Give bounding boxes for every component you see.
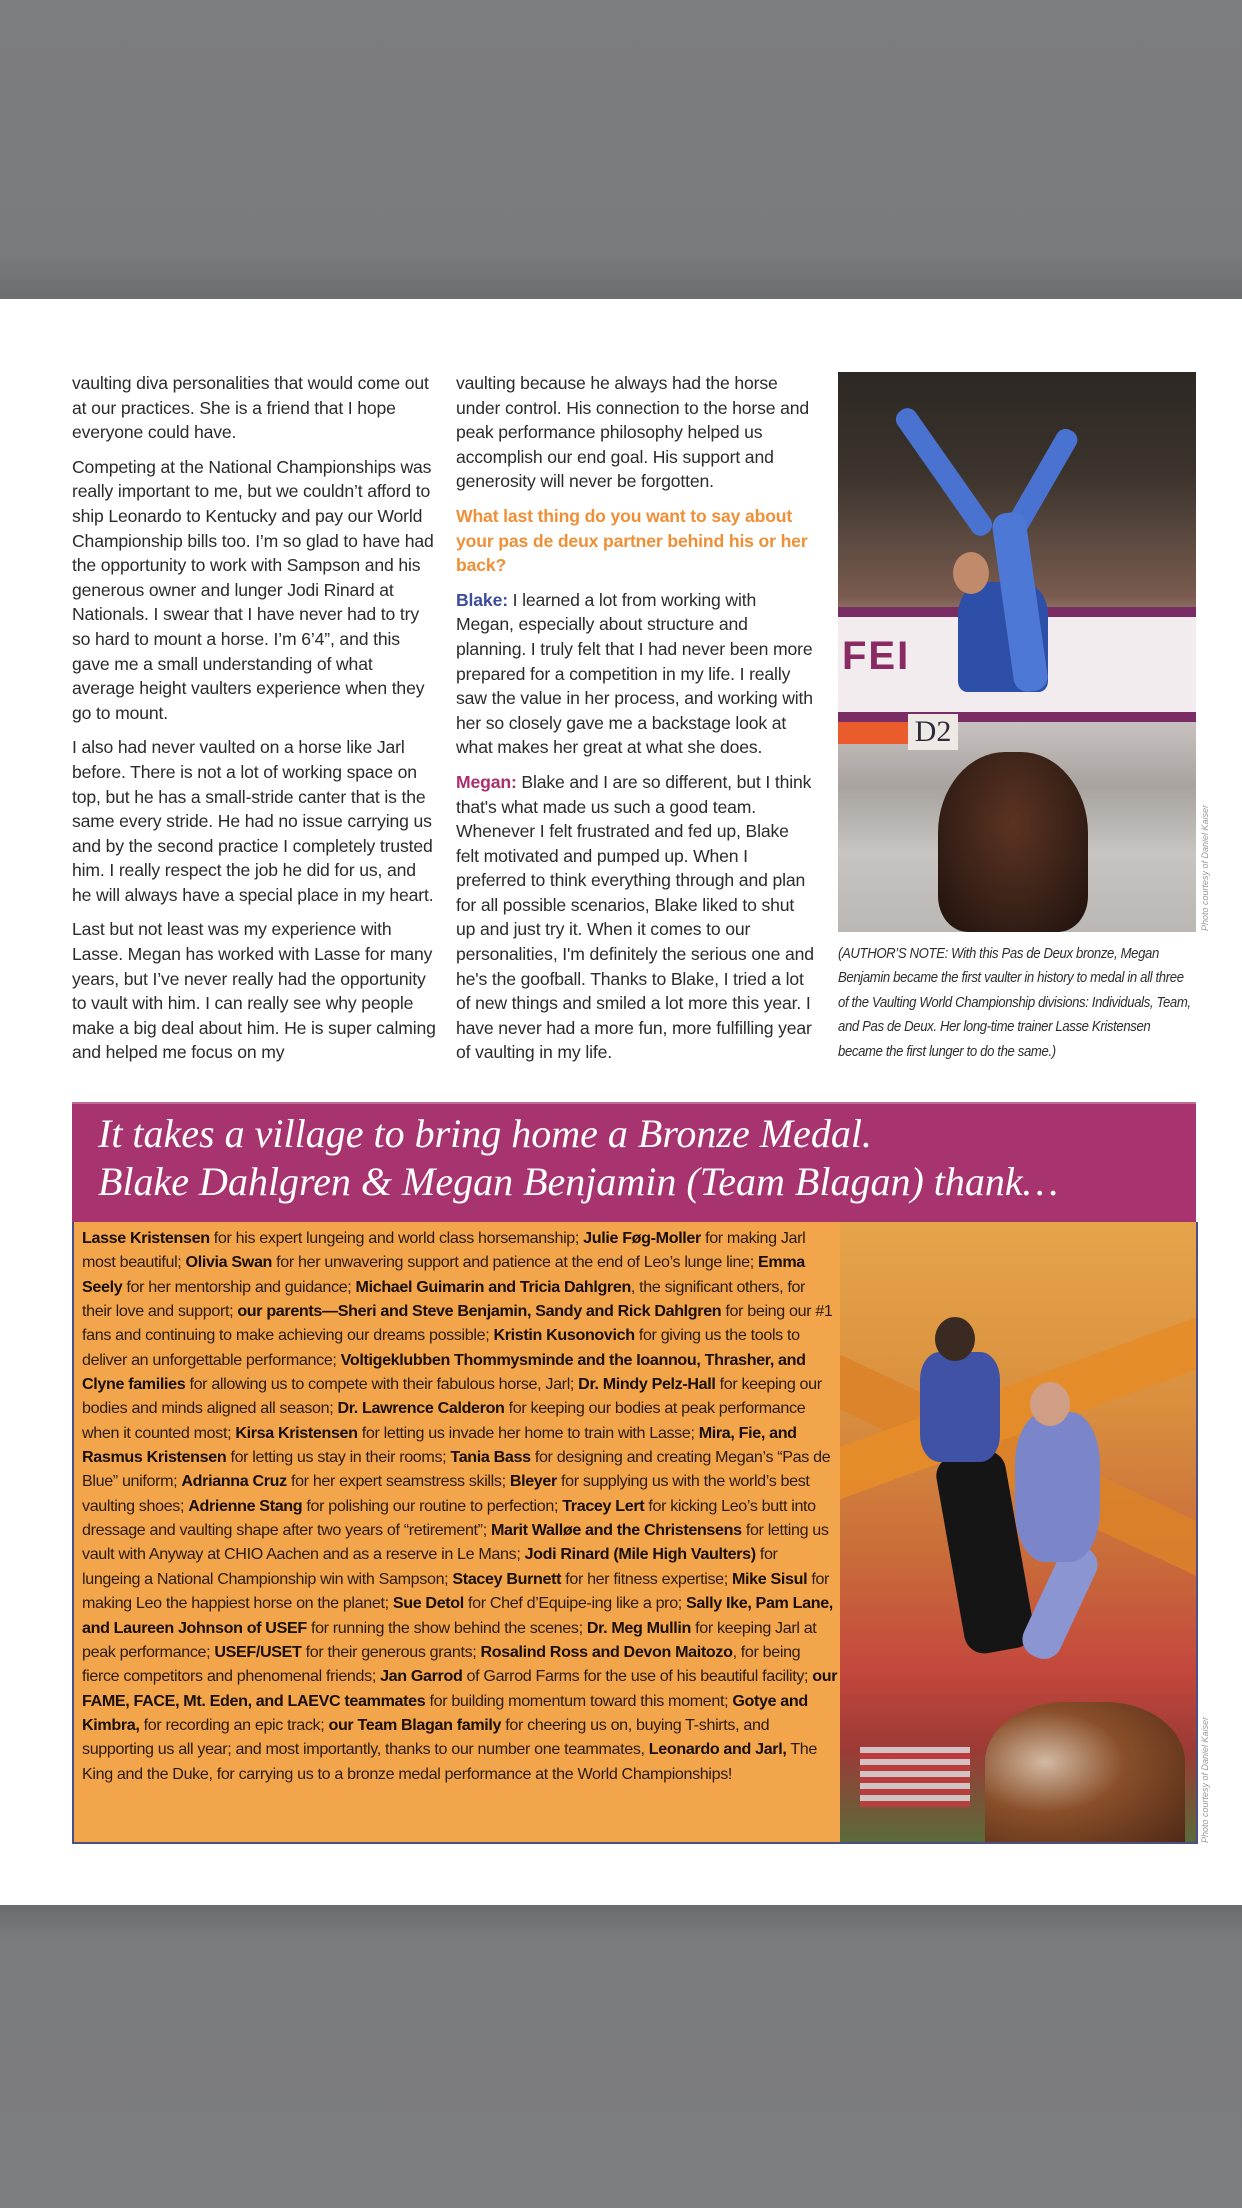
thanked-name: USEF/USET	[214, 1642, 302, 1661]
arena-sign: D2	[908, 714, 958, 750]
vaulter-man-head	[953, 552, 989, 594]
paragraph: vaulting because he always had the horse under control. His connection to the horse and peak performance philosophy helped us accomplish our end goal. His support and generosity will never be forgotten.	[456, 373, 810, 492]
thanked-name: Tania Bass	[450, 1448, 531, 1467]
vaulter-man-head	[935, 1317, 975, 1361]
thanked-name: Adrianna Cruz	[181, 1472, 287, 1491]
thanks-reason: for keeping our bodies at peak performance when it counted most;	[82, 1399, 806, 1442]
paragraph: I also had never vaulted on a horse like Jarl before. There is not a lot of working space on top, but he has a small-stride canter that is the same every stride. He had no issue carrying us and by the second practice I completely trusted him. I really respect the job he did for us, and he will always have a special place in my heart.	[72, 737, 434, 905]
thanked-name: Gotye and Kimbra,	[82, 1691, 808, 1734]
vaulting-photo-handstand	[838, 372, 1196, 932]
thanks-reason: for his expert lungeing and world class horsemanship;	[209, 1229, 584, 1247]
thanked-name: Rosalind Ross and Devon Maitozo	[480, 1642, 733, 1661]
thanks-reason: for building momentum toward this moment;	[425, 1691, 733, 1710]
thanks-reason: for keeping Jarl at peak performance;	[82, 1618, 817, 1661]
thanked-name: Voltigeklubben Thommysminde and the Ioannou, Thrasher, and Clyne families	[82, 1350, 806, 1394]
thanks-list	[82, 1226, 838, 1786]
thanked-name: Julie Føg-Moller	[583, 1229, 701, 1247]
thanked-name: Sue Detol	[392, 1594, 464, 1613]
thanked-name: Marit Walløe and the Christensens	[490, 1521, 742, 1540]
thanks-reason: for keeping our bodies and minds aligned all season;	[82, 1375, 822, 1418]
thanks-reason: of Garrod Farms for the use of his beautiful facility;	[462, 1667, 813, 1686]
viewer-background-top	[0, 0, 1242, 299]
photo-credit: Photo courtesy of Daniel Kaiser	[1200, 804, 1210, 931]
megan-answer	[456, 770, 816, 1065]
american-flag	[860, 1747, 970, 1807]
thanked-name: Jan Garrod	[380, 1667, 463, 1686]
thanks-reason: for letting us stay in their rooms;	[226, 1448, 451, 1467]
thanked-name: Bleyer	[509, 1472, 557, 1491]
paragraph: Competing at the National Championships was really important to me, but we couldn’t afford to ship Leonardo to Kentucky and pay our World Championship bills too. I’m so glad to have had the opportunity to work with Sampson and his generous owner and lunger Jodi Rinard at Nationals. I swear that I have never had to try so hard to mount a horse. I’m 6’4”, and this gave me a small understanding of what average height vaulters experience when they go to mount.	[72, 456, 434, 723]
thanks-reason: for their generous grants;	[301, 1642, 481, 1661]
thanked-name: Lasse Kristensen	[82, 1229, 210, 1247]
thanked-name: Emma Seely	[82, 1253, 805, 1296]
article-column-1	[72, 371, 438, 1075]
thanked-name: Dr. Mindy Pelz-Hall	[578, 1375, 716, 1394]
paragraph: vaulting diva personalities that would come out at our practices. She is a friend that I hope everyone could have.	[72, 373, 429, 443]
thanks-reason: for supplying us with the world’s best vaulting shoes;	[82, 1472, 810, 1515]
viewer-background-bottom	[0, 1905, 1242, 2208]
answer-text: I learned a lot from working with Megan, especially about structure and planning. I truly felt that I had never been more prepared for a competition in my life. I really saw the value in her process, and working with her so closely gave me a backstage look at what makes her great at what she does.	[456, 589, 813, 758]
thanks-reason: , for being fierce competitors and phenomenal friends;	[82, 1642, 801, 1686]
thanked-name: Stacey Burnett	[452, 1569, 562, 1588]
vaulter-woman-leg	[892, 404, 996, 539]
vaulter-woman-head	[1030, 1382, 1070, 1426]
horse-figure	[938, 752, 1088, 932]
thanks-reason: for allowing us to compete with their fabulous horse, Jarl;	[185, 1375, 579, 1394]
thanked-name: Tracey Lert	[562, 1496, 645, 1515]
fei-logo: FEI	[842, 634, 911, 678]
author-note-caption: (AUTHOR’S NOTE: With this Pas de Deux bronze, Megan Benjamin became the first vaulter in history to medal in all three of the Vaulting World Championship divisions: Individuals, Team, and Pas de Deux. Her long-time trainer Lasse Kristensen became the first lunger to do the same.)	[838, 946, 1191, 1060]
thanks-reason: , the significant others, for their love and support;	[82, 1277, 806, 1321]
thanked-name: our parents—Sheri and Steve Benjamin, Sandy and Rick Dahlgren	[237, 1302, 722, 1321]
thanked-name: Sally Ike, Pam Lane, and Laureen Johnson of USEF	[82, 1594, 833, 1637]
thanks-reason: for letting us invade her home to train with Lasse;	[357, 1423, 699, 1442]
thanked-name: Kristin Kusonovich	[493, 1326, 635, 1345]
article-column-2	[456, 371, 816, 1075]
vaulter-man-figure	[920, 1352, 1000, 1462]
thanked-name: our FAME, FACE, Mt. Eden, and LAEVC teammates	[82, 1667, 838, 1710]
thanked-name: Dr. Lawrence Calderon	[337, 1399, 505, 1418]
thanks-reason: for lungeing a National Championship win with Sampson;	[82, 1545, 778, 1588]
thanks-heading-line-2: Blake Dahlgren & Megan Benjamin (Team Blagan) thank…	[98, 1159, 1059, 1204]
thanks-reason: for her expert seamstress skills;	[286, 1472, 510, 1491]
thanked-name: Dr. Meg Mullin	[586, 1618, 692, 1637]
answer-text: Blake and I are so different, but I think that's what made us such a good team. Whenever I felt frustrated and fed up, Blake felt motivated and pumped up. When I preferred to think everything through and plan for all possible scenarios, Blake liked to shut up and just try it. When it comes to our personalities, I'm definitely the serious one and he's the goofball. Thanks to Blake, I tried a lot of new things and smiled a lot more this year. I have never had a more fun, more fulfilling year of vaulting in my life.	[456, 771, 814, 1063]
thanks-reason: for kicking Leo’s butt into dressage and vaulting shape after two years of “retirement”;	[82, 1496, 816, 1540]
thanked-name: Leonardo and Jarl,	[648, 1740, 787, 1759]
thanks-reason: for letting us vault with Anyway at CHIO Aachen and as a reserve in Le Mans;	[82, 1521, 829, 1564]
thanks-reason: for her unwavering support and patience at the end of Leo’s lunge line;	[272, 1253, 758, 1272]
thanked-name: our Team Blagan family	[328, 1715, 502, 1734]
thanked-name: Olivia Swan	[185, 1253, 273, 1272]
thanks-reason: for running the show behind the scenes;	[306, 1618, 587, 1637]
blake-answer	[456, 588, 816, 760]
thanks-reason: for designing and creating Megan’s “Pas de Blue” uniform;	[82, 1448, 831, 1491]
speaker-blake: Blake:	[456, 589, 508, 610]
thanked-name: Mike Sisul	[732, 1569, 808, 1588]
thanks-reason: for making Leo the happiest horse on the planet;	[82, 1569, 830, 1613]
thanks-reason: for being our #1 fans and continuing to make achieving our dreams possible;	[82, 1302, 833, 1345]
thanked-name: Michael Guimarin and Tricia Dahlgren	[355, 1277, 631, 1296]
thanked-name: Adrienne Stang	[188, 1496, 303, 1515]
interview-question: What last thing do you want to say about your pas de deux partner behind his or her back?	[456, 505, 808, 576]
thanks-reason: for recording an epic track;	[139, 1715, 329, 1734]
thanked-name: Kirsa Kristensen	[235, 1423, 358, 1442]
thanks-reason: for her mentorship and guidance;	[122, 1277, 356, 1296]
thanks-reason: for Chef d’Equipe-ing like a pro;	[463, 1594, 687, 1613]
thanks-heading-line-1: It takes a village to bring home a Bronze Medal.	[98, 1111, 872, 1156]
thanks-reason: for cheering us on, buying T-shirts, and supporting us all year; and most importantly, thanks to our number one teammates,	[82, 1715, 770, 1759]
paragraph: Last but not least was my experience with Lasse. Megan has worked with Lasse for many years, but I’ve never really had the opportunity to vault with him. I can really see why people make a big deal about him. He is super calming and helped me focus on my	[72, 919, 436, 1063]
vaulting-photo-pas-de-deux	[840, 1222, 1196, 1842]
thanks-reason: for making Jarl most beautiful;	[82, 1229, 806, 1272]
thanks-reason: for giving us the tools to deliver an unforgettable performance;	[82, 1326, 800, 1369]
magazine-page	[0, 299, 1242, 1905]
thanks-reason: for her fitness expertise;	[561, 1569, 732, 1588]
photo-credit: Photo courtesy of Daniel Kaiser	[1200, 1716, 1210, 1843]
thanks-reason: The King and the Duke, for carrying us to a bronze medal performance at the World Championships!	[82, 1740, 817, 1783]
vaulter-woman-figure	[1015, 1412, 1100, 1562]
thanks-reason: for polishing our routine to perfection;	[302, 1496, 563, 1515]
horse-figure	[985, 1702, 1185, 1842]
thanked-name: Mira, Fie, and Rasmus Kristensen	[82, 1423, 797, 1467]
speaker-megan: Megan:	[456, 771, 517, 792]
thanks-heading-band	[72, 1102, 1196, 1224]
thanked-name: Jodi Rinard (Mile High Vaulters)	[524, 1545, 756, 1564]
thanks-box	[72, 1222, 1198, 1844]
